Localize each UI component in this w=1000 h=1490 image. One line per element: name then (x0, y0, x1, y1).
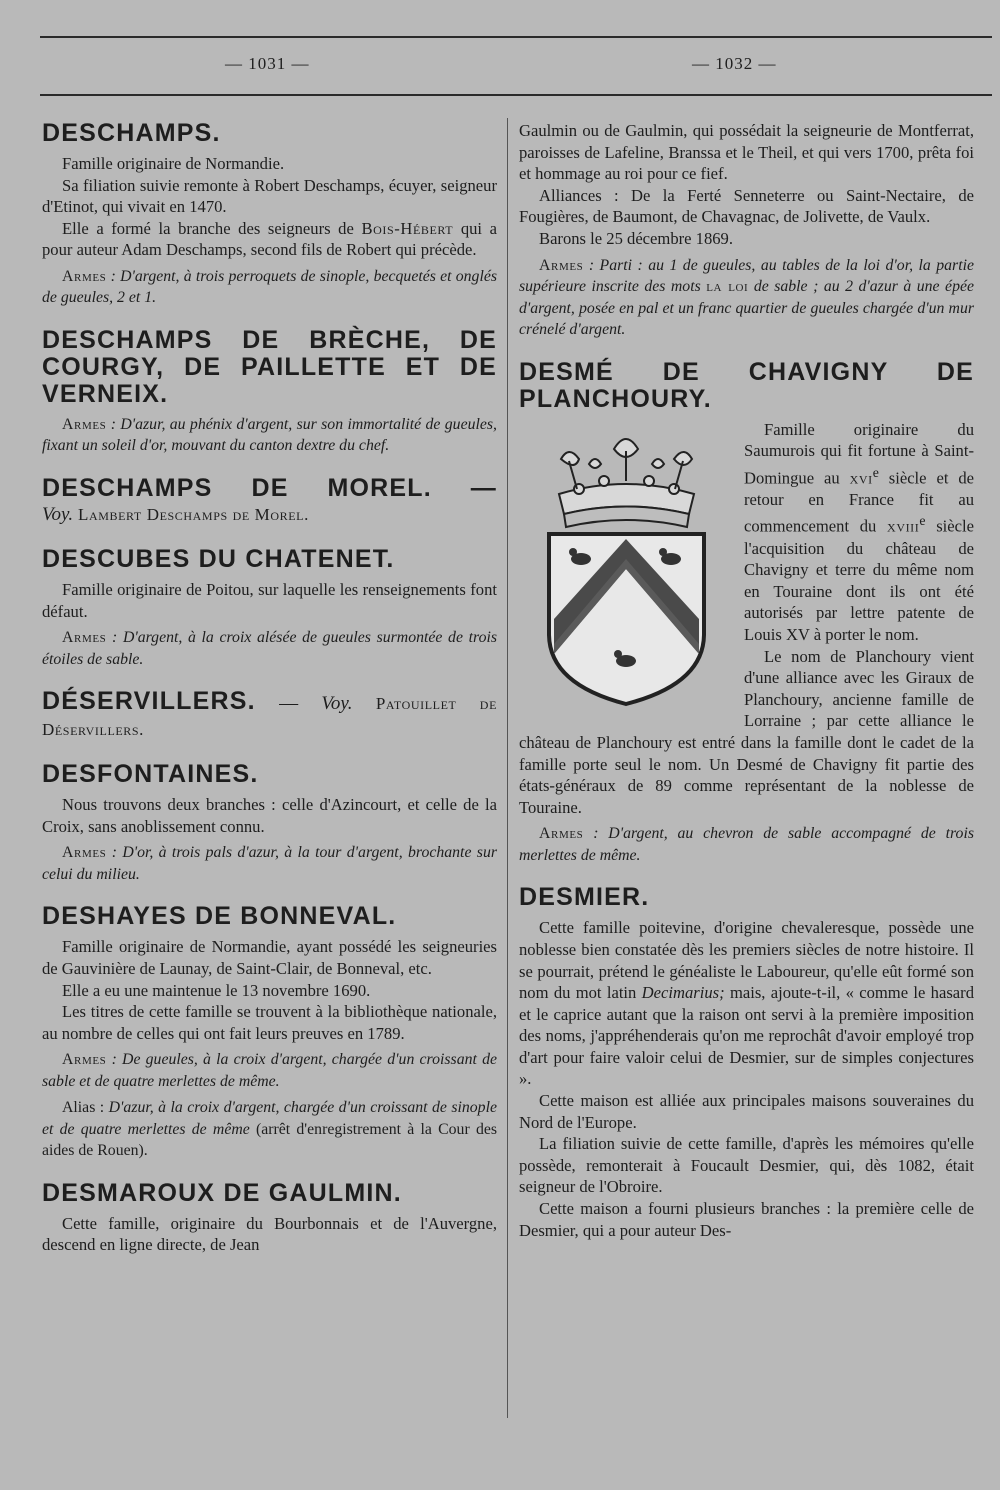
left-column (42, 120, 497, 1256)
page-number-left: — 1031 — (225, 54, 310, 73)
coat-of-arms-image (519, 419, 734, 719)
entry-deshayes (42, 903, 497, 1161)
arms-paragraph: Armes : D'argent, à trois perroquets de sinople, becquetés et onglés de gueules, 2 et 1. (42, 267, 497, 307)
paragraph: Famille originaire de Normandie. (62, 154, 285, 173)
arms-paragraph: Armes : D'azur, au phénix d'argent, sur son immortalité de gueules, fixant un soleil d'or, mouvant du canton dextre du chef. (42, 415, 497, 455)
page-number-right: — 1032 — (692, 54, 777, 73)
entry-title: DESCUBES DU CHATENET. (42, 544, 395, 573)
cross-reference: Voy. Lambert Deschamps de Morel. (42, 503, 309, 525)
entry-title: DESCHAMPS DE BRÈCHE, DE COURGY, DE PAILLETTE ET DE VERNEIX. (42, 325, 497, 408)
paragraph: Cette maison est alliée aux principales maisons souveraines du Nord de l'Europe. (519, 1091, 974, 1132)
paragraph: La filiation suivie de cette famille, d'après les mémoires qu'elle possède, remonterait à Foucault Desmier, qui, dès 1082, était seigneur de l'Obroire. (519, 1134, 974, 1197)
entry-desme-de-chavigny (519, 359, 974, 867)
entry-deschamps-de-morel (42, 475, 497, 528)
entry-desmaroux-continued (519, 120, 974, 341)
paragraph: Famille originaire de Normandie, ayant possédé les seigneuries de Gauvinière de Launay, de Saint-Clair, de Bonneval, etc. (42, 937, 497, 978)
entry-deservillers (42, 688, 497, 743)
paragraph: Cette famille poitevine, d'origine chevaleresque, possède une noblesse bien constatée dès les premiers siècles de notre histoire. Il se pourrait, prétend le généaliste le Laboureur, qu'elle eût formé son nom du mot latin Decimarius; mais, ajoute-t-il, « comme le hasard et le caprice autant que la raison ont servi à la première imposition des noms, j'appréhenderais qu'on me reprochât d'avoir employé trop d'art pour faire valoir celui de Desmier, sur de simples conjectures ». (519, 918, 974, 1089)
paragraph: Cette famille, originaire du Bourbonnais et de l'Auvergne, descend en ligne directe, de Jean (42, 1213, 497, 1255)
arms-paragraph: Armes : Parti : au 1 de gueules, au tables de la loi d'or, la partie supérieure inscrite des mots la loi de sable ; au 2 d'azur à une épée d'argent, posée en pal et un franc quartier de gueules chargée d'un mur crénelé d'argent. (519, 256, 974, 339)
entry-title: DÉSERVILLERS. (42, 687, 256, 716)
coat-of-arms-icon (519, 419, 734, 719)
arms-paragraph: Armes : D'or, à trois pals d'azur, à la tour d'argent, brochante sur celui du milieu. (42, 844, 497, 883)
paragraph: Cette maison a fourni plusieurs branches : la première celle de Desmier, qui a pour auteur Des- (519, 1199, 974, 1240)
entry-desmaroux (42, 1180, 497, 1256)
cross-reference: DÉSERVILLERS. — Voy. Patouillet de Déservillers. (42, 687, 498, 740)
arms-paragraph: Armes : De gueules, à la croix d'argent, chargée d'un croissant de sable et de quatre merlettes de même. (42, 1051, 497, 1090)
paragraph: Elle a eu une maintenue le 13 novembre 1690. (62, 980, 371, 1000)
header-rule (40, 94, 992, 96)
alias-paragraph: Alias : D'azur, à la croix d'argent, chargée d'un croissant de sinople et de quatre merlettes de même (arrêt d'enregistrement à la Cour des aides de Rouen). (42, 1099, 497, 1160)
entry-title: DESMAROUX DE GAULMIN. (42, 1178, 402, 1207)
paragraph: Le nom de Planchoury vient d'une alliance avec les Giraux de Planchoury, ancienne famille de Lorraine ; par cette alliance le château de Planchoury est entré dans la famille dont le cadet de la famille porte seul le nom. Un Desmé de Chavigny fit partie des états-généraux de 89 comme représentant de la noblesse de Touraine. (519, 646, 974, 817)
entry-deschamps-de-breche (42, 327, 497, 457)
arms-paragraph: Armes : D'argent, à la croix alésée de gueules surmontée de trois étoiles de sable. (42, 629, 497, 668)
column-separator (507, 118, 508, 1418)
entry-title: DESMIER. (519, 883, 650, 912)
paragraph: Famille originaire de Poitou, sur laquelle les renseignements font défaut. (42, 579, 497, 621)
entry-deschamps (42, 120, 497, 309)
entry-title: DESFONTAINES. (42, 760, 259, 789)
entry-descubes (42, 546, 497, 670)
entry-title: DESCHAMPS. (42, 119, 221, 147)
entry-title: DESCHAMPS DE MOREL. — (42, 473, 497, 502)
entry-desmier (519, 884, 974, 1241)
paragraph: Elle a formé la branche des seigneurs de Bois-Hébert qui a pour auteur Adam Deschamps, second fils de Robert qui précède. (42, 218, 497, 260)
paragraph: Nous trouvons deux branches : celle d'Azincourt, et celle de la Croix, sans anoblissement connu. (42, 795, 497, 836)
crown-icon (559, 439, 694, 527)
paragraph: Gaulmin ou de Gaulmin, qui possédait la seigneurie de Montferrat, paroisses de Lafeline, Branssa et le Theil, et qui vers 1700, prêta foi et hommage au roi pour ce fief. (519, 121, 974, 184)
entry-title: DESHAYES DE BONNEVAL. (42, 902, 397, 931)
paragraph: Alliances : De la Ferté Senneterre ou Saint-Nectaire, de Fougières, de Baumont, de Chavagnac, de Jolivette, de Vaulx. (519, 185, 974, 227)
entry-desfontaines (42, 761, 497, 885)
paragraph: Famille originaire du Saumurois qui fit fortune à Saint-Domingue au xvi$^e$ siècle et de retour en France fit au commencement du xviii$^e$ siècle l'acquisition du château de Chavigny et terre du même nom en Touraine dont ils ont été autorisés par lettre patente de Louis XV à porter le nom. (744, 419, 975, 644)
paragraph: Sa filiation suivie remonte à Robert Deschamps, écuyer, seigneur d'Etinot, qui vivait en 1470. (42, 175, 497, 217)
entry-title: DESMÉ DE CHAVIGNY DE PLANCHOURY. (519, 357, 974, 413)
paragraph: Barons le 25 décembre 1869. (539, 228, 733, 248)
arms-paragraph: Armes : D'argent, au chevron de sable accompagné de trois merlettes de même. (519, 825, 974, 864)
right-column (519, 120, 974, 1241)
top-rule (40, 36, 992, 38)
paragraph: Les titres de cette famille se trouvent à la bibliothèque nationale, au nombre de celles qui ont fait leurs preuves en 1789. (42, 1002, 497, 1043)
